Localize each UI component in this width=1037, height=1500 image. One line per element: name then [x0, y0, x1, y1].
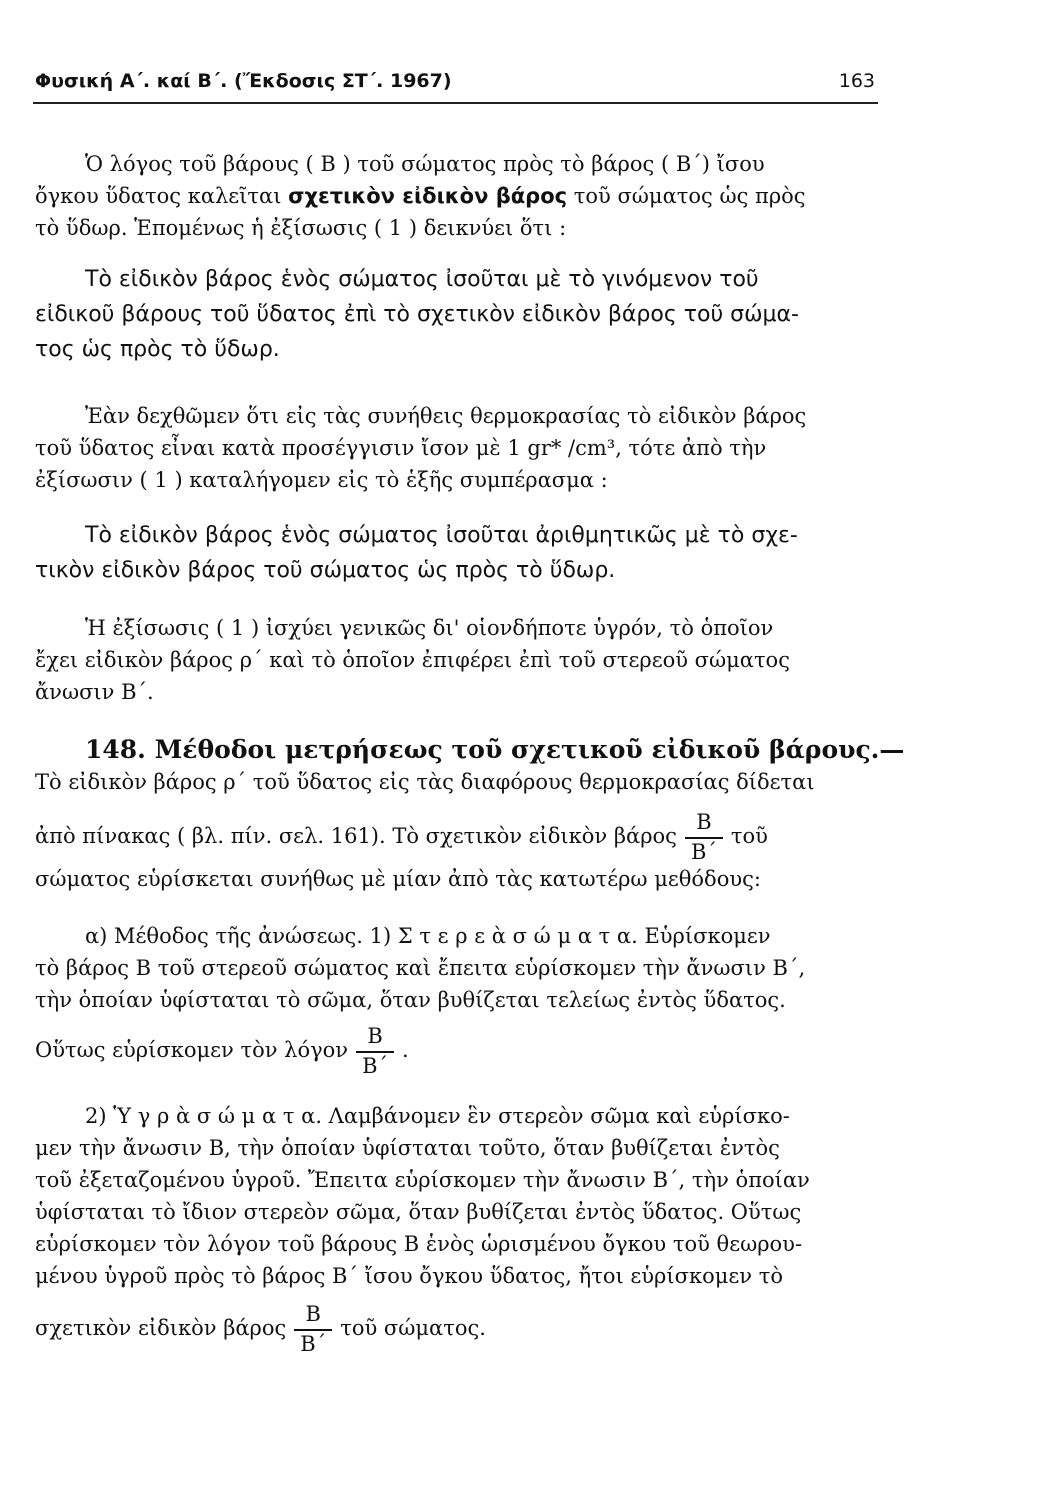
text-line: τὸ βάρος Β τοῦ στερεοῦ σώματος καὶ ἔπειτα εὑρίσκομεν τὴν ἄνωσιν Β΄,	[35, 956, 806, 980]
text-line: τικὸν εἰδικὸν βάρος τοῦ σώματος ὡς πρὸς τὸ ὕδωρ.	[35, 558, 616, 583]
text-line: Τὸ εἰδικὸν βάρος ἑνὸς σώματος ἰσοῦται ἀριθμητικῶς μὲ τὸ σχε-	[85, 523, 798, 548]
fraction-b-over-b-prime	[685, 812, 723, 863]
paragraph-relative-weight-definition	[35, 148, 880, 244]
fraction-b-over-b-prime	[294, 1304, 332, 1355]
text-line: Ἡ ἐξίσωσις ( 1 ) ἰσχύει γενικῶς δι' οἱονδήποτε ὑγρόν, τὸ ὁποῖον	[85, 616, 774, 640]
text-line: τοῦ ἐξεταζομένου ὑγροῦ. Ἔπειτα εὑρίσκομεν τὴν ἄνωσιν Β΄, τὴν ὁποίαν	[35, 1168, 810, 1192]
fraction-denominator: B΄	[356, 1051, 394, 1077]
text-line: α) Μέθοδος τῆς ἀνώσεως. 1) Σ τ ε ρ ε ὰ σ ώ μ α τ α. Εὑρίσκομεν	[85, 924, 771, 948]
text-line: μεν τὴν ἄνωσιν Β, τὴν ὁποίαν ὑφίσταται τοῦτο, ὅταν βυθίζεται ἐντὸς	[35, 1136, 780, 1160]
text-line: 2) Ὑ γ ρ ὰ σ ώ μ α τ α. Λαμβάνομεν ἓν στερεὸν σῶμα καὶ εὑρίσκο-	[85, 1104, 790, 1128]
text-line: τὴν ὁποίαν ὑφίσταται τὸ σῶμα, ὅταν βυθίζεται τελείως ἐντὸς ὕδατος.	[35, 988, 786, 1012]
text-span: ἀπὸ πίνακας ( βλ. πίν. σελ. 161). Τὸ σχετικὸν εἰδικὸν βάρος	[35, 824, 677, 848]
text-span: τοῦ σώματος ὡς πρὸς	[567, 184, 806, 208]
text-line: εὑρίσκομεν τὸν λόγον τοῦ βάρους Β ἑνὸς ὡρισμένου ὄγκου τοῦ θεωρου-	[35, 1232, 803, 1256]
text-line	[35, 180, 880, 212]
text-line: εἰδικοῦ βάρους τοῦ ὕδατος ἐπὶ τὸ σχετικὸν εἰδικὸν βάρος τοῦ σώμα-	[35, 302, 799, 327]
text-line: ἐξίσωσιν ( 1 ) καταλήγομεν εἰς τὸ ἑξῆς συμπέρασμα :	[35, 468, 608, 492]
paragraph-water-assumption	[35, 400, 880, 496]
text-span: τοῦ σώματος.	[340, 1316, 486, 1340]
text-span: σχετικὸν εἰδικὸν βάρος	[35, 1316, 287, 1340]
paragraph-rule-2	[35, 518, 880, 588]
running-header	[35, 70, 875, 92]
text-span: τοῦ	[730, 824, 768, 848]
text-line-with-fraction	[35, 1304, 880, 1355]
text-line: Τὸ εἰδικὸν βάρος ρ΄ τοῦ ὕδατος εἰς τὰς διαφόρους θερμοκρασίας δίδεται	[35, 770, 815, 794]
method-a-buoyancy	[35, 920, 880, 1077]
text-span: ὄγκου ὕδατος καλεῖται	[35, 184, 289, 208]
text-line: Τὸ εἰδικὸν βάρος ἑνὸς σώματος ἰσοῦται μὲ τὸ γινόμενον τοῦ	[85, 267, 759, 292]
header-rule	[33, 102, 878, 104]
text-line: Ἐὰν δεχθῶμεν ὅτι εἰς τὰς συνήθεις θερμοκρασίας τὸ εἰδικὸν βάρος	[85, 404, 807, 428]
text-line: ὑφίσταται τὸ ἴδιον στερεὸν σῶμα, ὅταν βυθίζεται ἐντὸς ὕδατος. Οὕτως	[35, 1200, 802, 1224]
text-line: μένου ὑγροῦ πρὸς τὸ βάρος Β΄ ἴσου ὄγκου ὕδατος, ἤτοι εὑρίσκομεν τὸ	[35, 1264, 783, 1288]
text-line: ἔχει εἰδικὸν βάρος ρ΄ καὶ τὸ ὁποῖον ἐπιφέρει ἐπὶ τοῦ στερεοῦ σώματος	[35, 648, 790, 672]
section-heading: 148. Μέθοδοι μετρήσεως τοῦ σχετικοῦ εἰδικοῦ βάρους.—	[85, 735, 905, 764]
text-span: Οὕτως εὑρίσκομεν τὸν λόγον	[35, 1038, 349, 1062]
text-line: τος ὡς πρὸς τὸ ὕδωρ.	[35, 337, 280, 362]
fraction-numerator: B	[696, 810, 712, 834]
text-span: .	[402, 1038, 409, 1062]
fraction-denominator: B΄	[294, 1329, 332, 1355]
fraction-b-over-b-prime	[356, 1026, 394, 1077]
paragraph-general-liquid	[35, 612, 880, 708]
header-title: Φυσική Α΄. καί Β΄. (Ἔκδοσις ΣΤ΄. 1967)	[35, 70, 452, 92]
page-number: 163	[838, 70, 875, 92]
section-148	[35, 734, 905, 895]
text-line-with-fraction	[35, 1026, 880, 1077]
text-line: Ὁ λόγος τοῦ βάρους ( Β ) τοῦ σώματος πρὸς τὸ βάρος ( Β΄) ἴσου	[85, 152, 765, 176]
method-liquids	[35, 1100, 880, 1355]
fraction-numerator: B	[305, 1302, 321, 1326]
text-line: σώματος εὑρίσκεται συνήθως μὲ μίαν ἀπὸ τὰς κατωτέρω μεθόδους:	[35, 867, 761, 891]
fraction-denominator: B΄	[685, 837, 723, 863]
text-line: τοῦ ὕδατος εἶναι κατὰ προσέγγισιν ἴσον μὲ 1 gr* /cm³, τότε ἀπὸ τὴν	[35, 436, 767, 460]
text-line: ἄνωσιν Β΄.	[35, 680, 154, 704]
fraction-numerator: B	[367, 1024, 383, 1048]
text-line-with-fraction	[35, 812, 880, 863]
text-line: τὸ ὕδωρ. Ἑπομένως ἡ ἐξίσωσις ( 1 ) δεικνύει ὅτι :	[35, 216, 567, 240]
bold-term: σχετικὸν εἰδικὸν βάρος	[288, 184, 568, 208]
paragraph-rule-1	[35, 262, 880, 367]
